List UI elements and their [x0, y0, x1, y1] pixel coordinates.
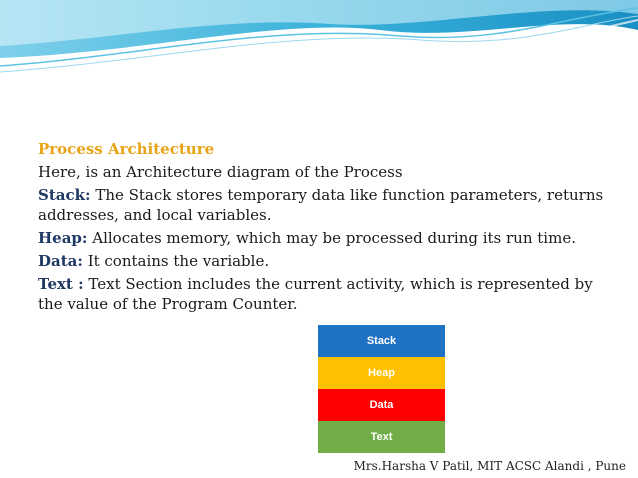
segment-data: Data [318, 389, 445, 421]
item-text: Allocates memory, which may be processed during its run time. [87, 229, 576, 247]
slide-body [38, 139, 618, 317]
item-text: Text Section includes the current activity, which is represented by the value of the Program Counter. [38, 275, 593, 313]
item-text: The Stack stores temporary data like function parameters, returns addresses, and local variables. [38, 186, 604, 224]
item-stack [38, 185, 618, 225]
header-wave-banner [0, 0, 638, 80]
item-label: Text : [38, 275, 84, 293]
segment-text: Text [318, 421, 445, 453]
segment-heap: Heap [318, 357, 445, 389]
item-data [38, 251, 618, 271]
segment-stack: Stack [318, 325, 445, 357]
process-memory-diagram [318, 325, 445, 453]
section-heading: Process Architecture [38, 140, 215, 158]
footer-credit: Mrs.Harsha V Patil, MIT ACSC Alandi , Pune [353, 459, 626, 473]
item-heap [38, 228, 618, 248]
intro-text: Here, is an Architecture diagram of the Process [38, 163, 403, 181]
item-text: It contains the variable. [82, 252, 270, 270]
item-label: Stack: [38, 186, 91, 204]
item-label: Heap: [38, 229, 88, 247]
item-text-section [38, 274, 618, 314]
item-label: Data: [38, 252, 83, 270]
